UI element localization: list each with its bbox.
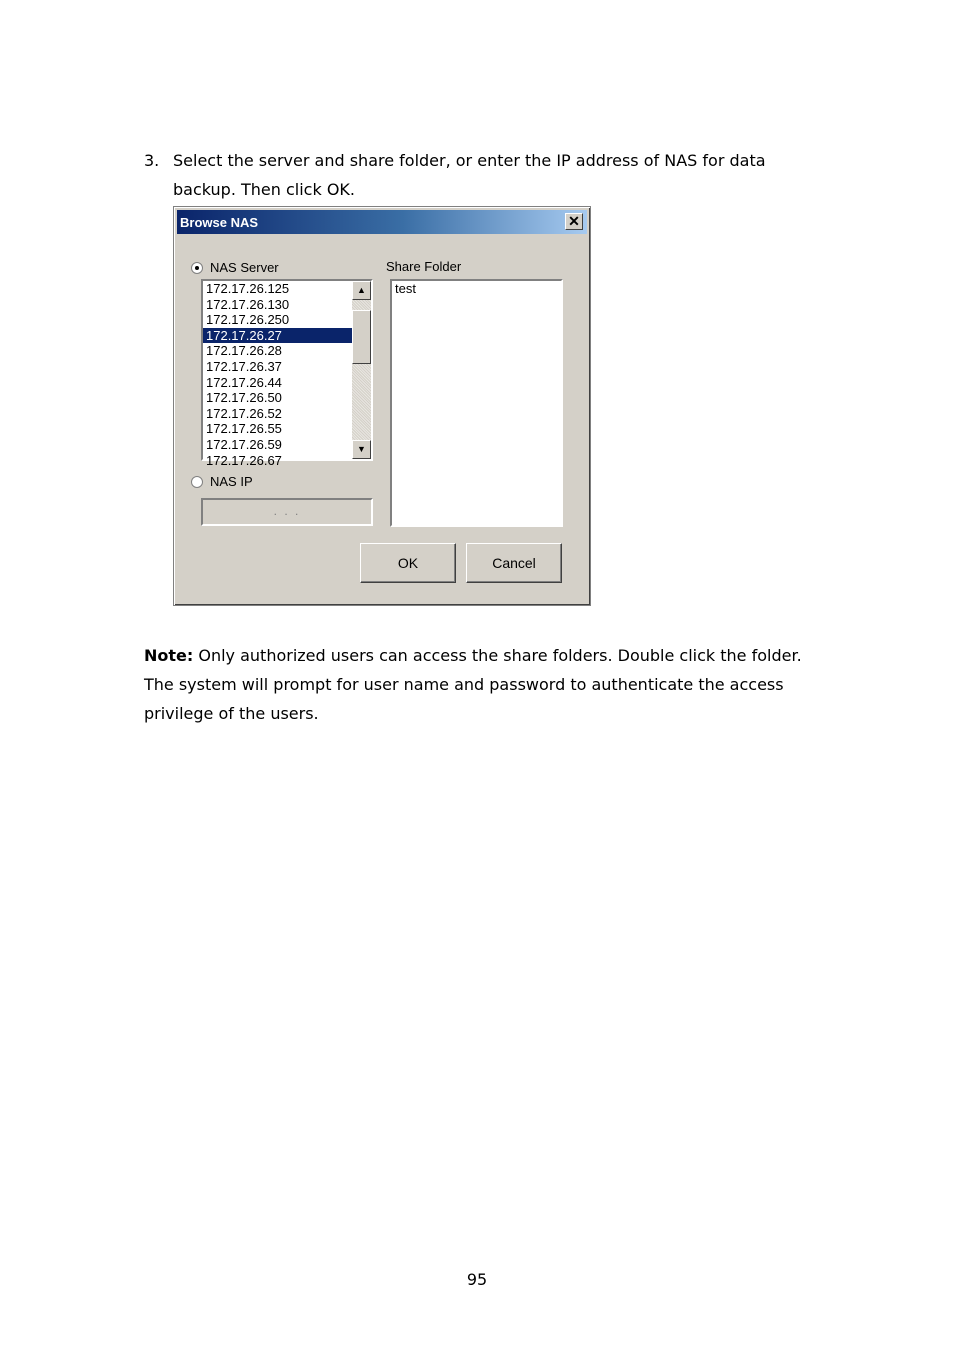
nas-ip-label: NAS IP xyxy=(210,474,253,489)
step-number: 3. xyxy=(144,151,160,170)
scroll-thumb[interactable] xyxy=(352,310,371,364)
arrow-up-icon: ▲ xyxy=(357,285,366,295)
nas-server-item[interactable]: 172.17.26.250 xyxy=(206,312,290,328)
note-text: Only authorized users can access the share folders. Double click the folder. The system will prompt for user name and password to authenticate the access privilege of the users. xyxy=(144,646,802,723)
step-instruction xyxy=(144,146,824,204)
nas-server-item[interactable]: 172.17.26.37 xyxy=(206,358,282,374)
nas-server-list[interactable] xyxy=(201,279,373,468)
nas-ip-radio-row[interactable] xyxy=(191,474,253,489)
step-text: Select the server and share folder, or enter the IP address of NAS for data backup. Then click OK. xyxy=(173,151,766,199)
share-folder-item[interactable]: test xyxy=(395,281,416,296)
cancel-button[interactable]: Cancel xyxy=(466,543,562,583)
dialog-titlebar xyxy=(177,210,587,234)
nas-server-item[interactable]: 172.17.26.50 xyxy=(206,390,282,406)
nas-server-radio[interactable] xyxy=(191,262,203,274)
dialog-title: Browse NAS xyxy=(180,215,259,230)
nas-ip-radio[interactable] xyxy=(191,476,203,488)
nas-server-label: NAS Server xyxy=(210,260,279,275)
scroll-down-button[interactable] xyxy=(352,440,371,459)
share-folder-label: Share Folder xyxy=(386,259,462,274)
close-button[interactable] xyxy=(565,213,583,230)
nas-server-item[interactable]: 172.17.26.27 xyxy=(203,328,352,344)
page-number: 95 xyxy=(466,1270,488,1289)
close-icon: ✕ xyxy=(568,213,580,229)
nas-server-radio-row[interactable] xyxy=(191,260,279,275)
browse-nas-dialog xyxy=(173,206,591,606)
ok-button[interactable]: OK xyxy=(360,543,456,583)
nas-server-item[interactable]: 172.17.26.67 xyxy=(206,452,282,468)
nas-list-scrollbar[interactable] xyxy=(352,281,371,459)
nas-server-item[interactable]: 172.17.26.59 xyxy=(206,436,282,452)
scroll-up-button[interactable] xyxy=(352,281,371,300)
nas-server-item[interactable]: 172.17.26.28 xyxy=(206,343,282,359)
note-paragraph xyxy=(144,641,834,728)
nas-server-item[interactable]: 172.17.26.44 xyxy=(206,374,282,390)
nas-server-item[interactable]: 172.17.26.125 xyxy=(206,281,290,296)
note-label: Note: xyxy=(144,646,194,665)
nas-server-item[interactable]: 172.17.26.52 xyxy=(206,405,282,421)
arrow-down-icon: ▼ xyxy=(357,444,366,454)
nas-ip-input[interactable]: . . . xyxy=(201,498,373,526)
nas-server-item[interactable]: 172.17.26.55 xyxy=(206,421,282,437)
nas-server-item[interactable]: 172.17.26.130 xyxy=(206,296,290,312)
share-folder-list[interactable] xyxy=(390,279,563,527)
nas-server-items xyxy=(203,281,352,468)
